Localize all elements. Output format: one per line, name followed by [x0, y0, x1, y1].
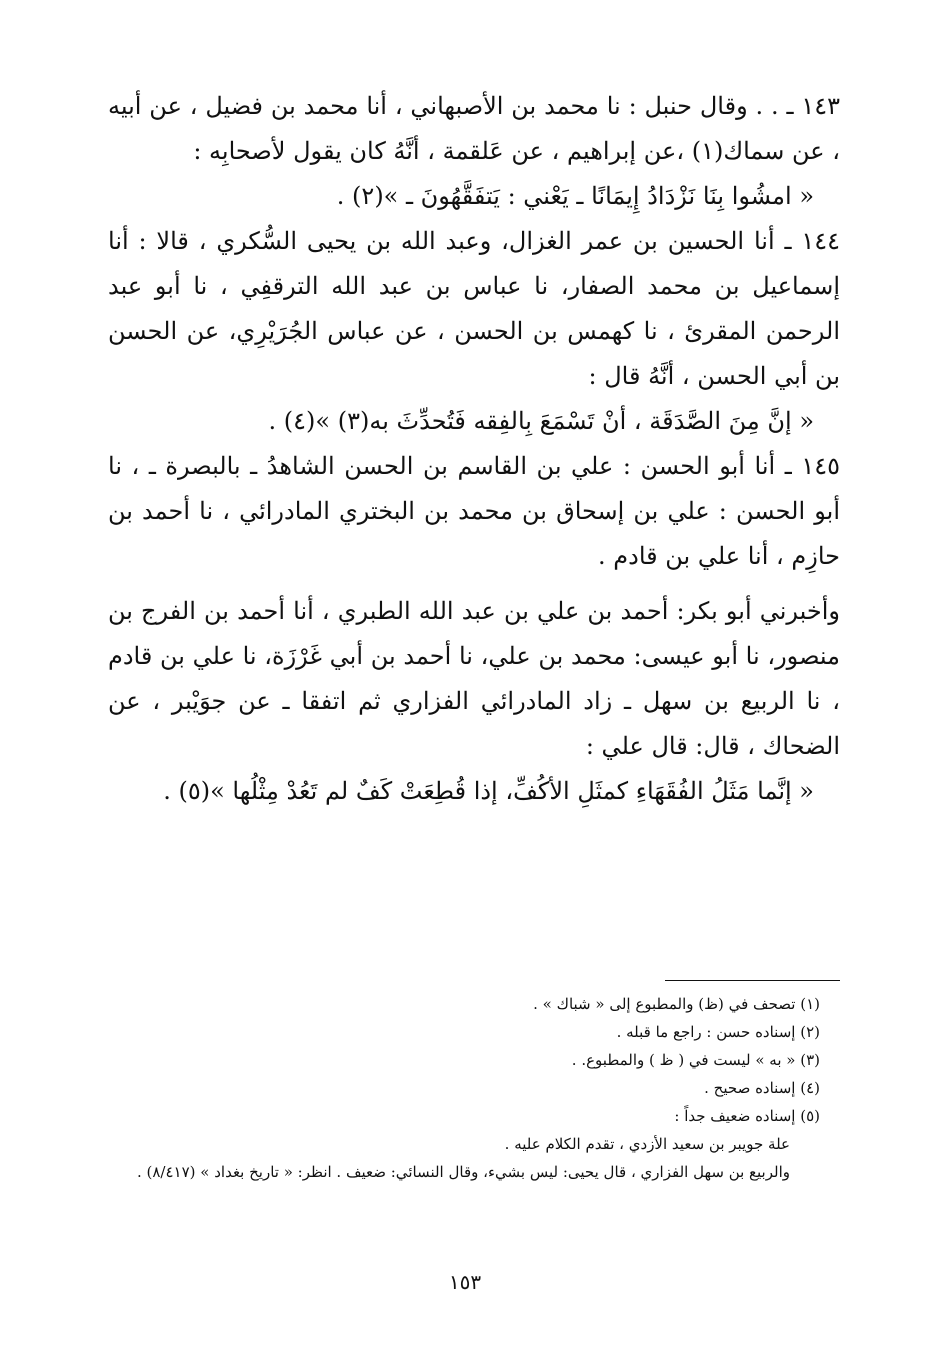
- hadith-144: ١٤٤ ـ أنا الحسين بن عمر الغزال، وعبد الله بن يحيى السُّكري ، قالا : أنا إسماعيل بن محمد الصفار، نا عباس بن عبد الله الترقفِي ، نا أبو عبد الرحمن المقرئ ، نا كهمس بن الحسن ، عن عباس الجُرَيْرِي، عن الحسن بن أبي الحسن ، أنَّهُ قال :: [108, 227, 840, 390]
- main-text: [108, 84, 840, 814]
- hadith-145: ١٤٥ ـ أنا أبو الحسن : علي بن القاسم بن الحسن الشاهدُ ـ بالبصرة ـ ، نا أبو الحسن : علي بن إسحاق بن محمد بن البختري المادرائي ، نا أحمد بن حازِم ، أنا علي بن قادم .: [108, 452, 840, 570]
- footnote-1: (١) تصحف في (ظ) والمطبوع إلى « شباك » .: [533, 995, 820, 1013]
- quote-144: « إنَّ مِنَ الصَّدَقَة ، أنْ تَسْمَعَ بِالفِقه فَتُحدِّثَ به(٣) »(٤) .: [268, 407, 814, 435]
- hadith-145-second-chain: وأخبرني أبو بكر: أحمد بن علي بن عبد الله الطبري ، أنا أحمد بن الفرج بن منصور، نا أبو عيسى: محمد بن علي، نا أحمد بن أبي غَرْزَة، نا علي بن قادم ، نا الربيع بن سهل ـ زاد المادرائي الفزاري ثم اتفقا ـ عن جوَيْبر ، عن الضحاك ، قال: قال علي :: [108, 597, 841, 760]
- footnote-3: (٣) « به » ليست في ( ظ ) والمطبوع. .: [571, 1051, 820, 1069]
- quote-145: « إنَّما مَثَلُ الفُقَهَاءِ كمثَلِ الأكُفِّ، إذا قُطِعَتْ كَفٌ لم تَعُدْ مِثْلُها »(٥) .: [163, 777, 814, 805]
- footnote-separator: [665, 980, 840, 981]
- footnote-4: (٤) إسناده صحيح .: [704, 1079, 820, 1097]
- footnote-5-detail-2: والربيع بن سهل الفزاري ، قال يحيى: ليس بشيء، وقال النسائي: ضعيف . انظر: « تاريخ بغداد » (٨/٤١٧) .: [136, 1163, 790, 1181]
- footnote-2: (٢) إسناده حسن : راجع ما قبله .: [616, 1023, 820, 1041]
- hadith-143: ١٤٣ ـ . . وقال حنبل : نا محمد بن الأصبهاني ، أنا محمد بن فضيل ، عن أبيه ، عن سماك(١) ،عن إبراهيم ، عن عَلقمة ، أنَّهُ كان يقول لأصحابِه :: [108, 92, 840, 165]
- footnote-5: (٥) إسناده ضعيف جداً :: [674, 1107, 820, 1125]
- footnotes: [108, 990, 820, 1186]
- footnote-5-detail-1: علة جويبر بن سعيد الأزدي ، تقدم الكلام عليه .: [504, 1135, 790, 1153]
- quote-143: « امشُوا بِنَا نَزْدَادُ إِيمَانًا ـ يَعْني : يَتفَقَّهُونَ ـ »(٢) .: [336, 182, 814, 210]
- page-number: ١٥٣: [448, 1270, 482, 1294]
